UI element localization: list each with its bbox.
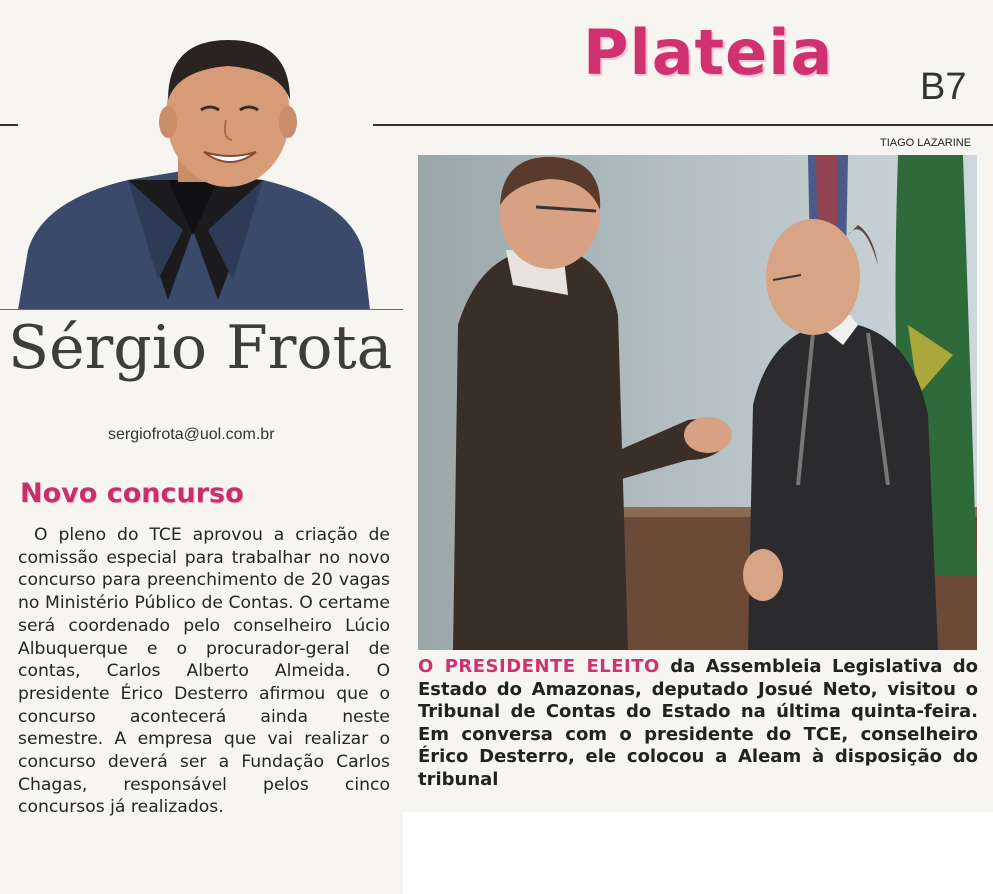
columnist-email: sergiofrota@uol.com.br [108,426,275,443]
article-body: O pleno do TCE aprovou a criação de comissão especial para trabalhar no novo concurso para preenchimento de 20 vagas no Ministério Público de Contas. O certame será coordenado pelo conselheiro Lúcio Albuquerque e o procurador-geral de contas, Carlos Alberto Almeida. O presidente Érico Desterro afirmou que o concurso acontecerá ainda neste semestre. A empresa que vai realizar o concurso deverá ser a Fundação Carlos Chagas, responsável pelos cinco concursos já realizados. [18,525,390,818]
page-number: B7 [920,66,967,108]
photo-credit: TIAGO LAZARINE [880,137,972,149]
caption-text: da Assembleia Legislativa do Estado do Amazonas, deputado Josué Neto, visitou o Tribunal de Contas do Estado na última quinta-feira. Em conversa com o presidente do TCE, conselheiro Érico Desterro, ele colocou a Aleam à disposição do tribunal [418,656,979,790]
blank-margin [403,812,993,894]
columnist-name: Sérgio Frota [8,313,393,383]
section-title: Plateia [583,16,834,89]
portrait-rule [0,309,403,310]
caption-lead: O PRESIDENTE ELEITO [418,656,660,677]
photo-caption [418,656,978,792]
article-headline: Novo concurso [20,478,244,509]
columnist-portrait [18,30,373,310]
event-photo [418,155,977,650]
